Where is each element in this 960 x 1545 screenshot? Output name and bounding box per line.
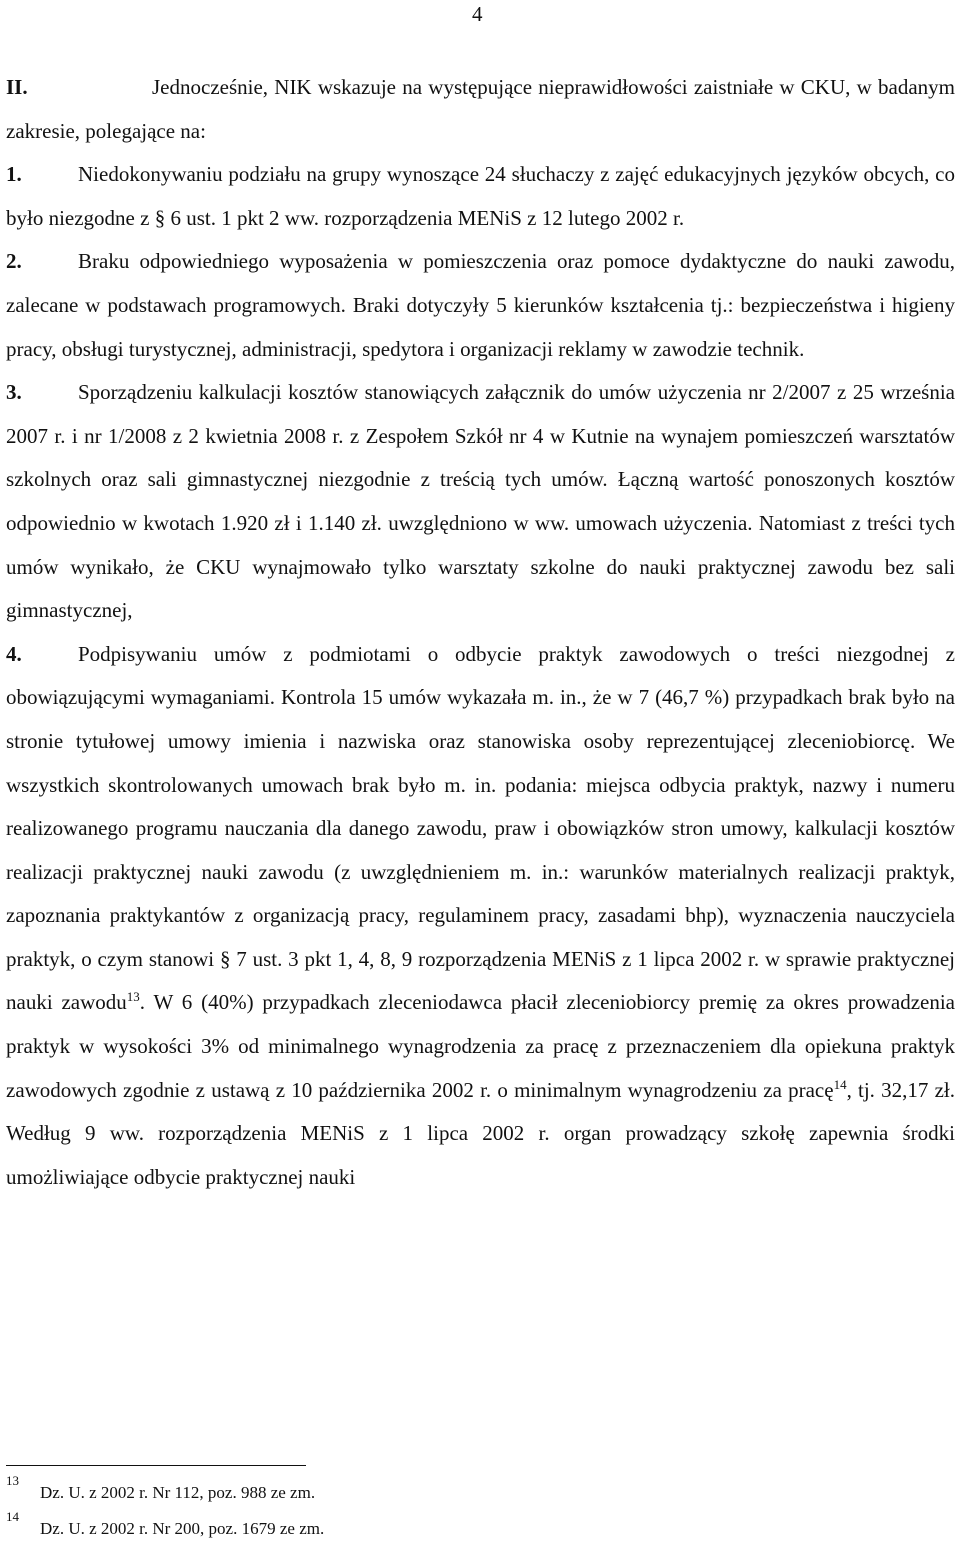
section-intro-text: Jednocześnie, NIK wskazuje na występujące nieprawidłowości zaistniałe w CKU, w badanym zakresie, polegające na:: [6, 75, 955, 143]
item-number: 2.: [6, 249, 22, 274]
footnote-mark: 14: [6, 1509, 19, 1524]
section-intro: [6, 66, 955, 153]
list-item: [6, 240, 955, 371]
item-text-part-c: , tj. 32,17 zł. Według 9 ww. rozporządzenia MENiS z 1 lipca 2002 r. organ prowadzący szkołę zapewnia środki umożliwiające odbycie praktycznej nauki: [6, 1077, 955, 1189]
list-item: [6, 371, 955, 633]
footnote-ref-13[interactable]: 13: [126, 989, 140, 1005]
list-item: [6, 633, 955, 1200]
footnote: [6, 1509, 806, 1545]
list-item: [6, 153, 955, 240]
item-text-part-b: . W 6 (40%) przypadkach zleceniodawca płacił zleceniobiorcy premię za okres prowadzenia praktyk w wysokości 3% od minimalnego wynagrodzenia za pracę z przeznaczeniem dla opiekuna praktyk zawodowych zgodnie z ustawą z 10 października 2002 r. o minimalnym wynagrodzeniu za pracę: [6, 990, 955, 1102]
section-number: II.: [6, 75, 28, 99]
item-number: 4.: [6, 641, 22, 666]
footnote-text: Dz. U. z 2002 r. Nr 200, poz. 1679 ze zm.: [40, 1519, 325, 1538]
footnote: [6, 1473, 806, 1509]
footnote-separator: [6, 1465, 306, 1466]
footnotes: [6, 1473, 806, 1545]
item-number: 1.: [6, 162, 22, 187]
item-text-part-a: Podpisywaniu umów z podmiotami o odbycie praktyk zawodowych o treści niezgodnej z obowiązującymi wymaganiami. Kontrola 15 umów wykazała m. in., że w 7 (46,7 %) przypadkach brak było na stronie tytułowej umowy imienia i nazwiska oraz stanowiska osoby reprezentującej zleceniobiorcę. We wszystkich skontrolowanych umowach brak było m. in. podania: miejsca odbycia praktyk, nazwy i numeru realizowanego programu nauczania dla danego zawodu, praw i obowiązków stron umowy, kalkulacji kosztów realizacji praktycznej nauki zawodu (z uwzględnieniem m. in.: warunków materialnych realizacji praktyk, zapoznania praktykantów z organizacją pracy, regulaminem pracy, zasadami bhp), wyznaczenia nauczyciela praktyk, o czym stanowi § 7 ust. 3 pkt 1, 4, 8, 9 rozporządzenia MENiS z 1 lipca 2002 r. w sprawie praktycznej nauki zawodu: [6, 641, 955, 1015]
item-text: Sporządzeniu kalkulacji kosztów stanowiących załącznik do umów użyczenia nr 2/2007 z 25 września 2007 r. i nr 1/2008 z 2 kwietnia 2008 r. z Zespołem Szkół nr 4 w Kutnie na wynajem pomieszczeń warsztatów szkolnych oraz sali gimnastycznej niezgodnie z treścią tych umów. Łączną wartość ponoszonych kosztów odpowiednio w kwotach 1.920 zł i 1.140 zł. uwzględniono w ww. umowach użyczenia. Natomiast z treści tych umów wynikało, że CKU wynajmowało tylko warsztaty szkolne do nauki praktycznej zawodu bez sali gimnastycznej,: [6, 380, 955, 623]
item-number: 3.: [6, 380, 22, 405]
document-body: [6, 66, 955, 1199]
page-number: 4: [472, 2, 483, 26]
footnote-text: Dz. U. z 2002 r. Nr 112, poz. 988 ze zm.: [40, 1483, 316, 1502]
footnote-mark: 13: [6, 1473, 19, 1488]
footnote-ref-14[interactable]: 14: [833, 1076, 847, 1092]
item-text: Braku odpowiedniego wyposażenia w pomieszczenia oraz pomoce dydaktyczne do nauki zawodu, zalecane w podstawach programowych. Braki dotyczyły 5 kierunków kształcenia tj.: bezpieczeństwa i higieny pracy, obsługi turystycznej, administracji, spedytora i organizacji reklamy w zawodzie technik.: [6, 249, 955, 361]
item-text: Niedokonywaniu podziału na grupy wynoszące 24 słuchaczy z zajęć edukacyjnych języków obcych, co było niezgodne z § 6 ust. 1 pkt 2 ww. rozporządzenia MENiS z 12 lutego 2002 r.: [6, 162, 955, 230]
